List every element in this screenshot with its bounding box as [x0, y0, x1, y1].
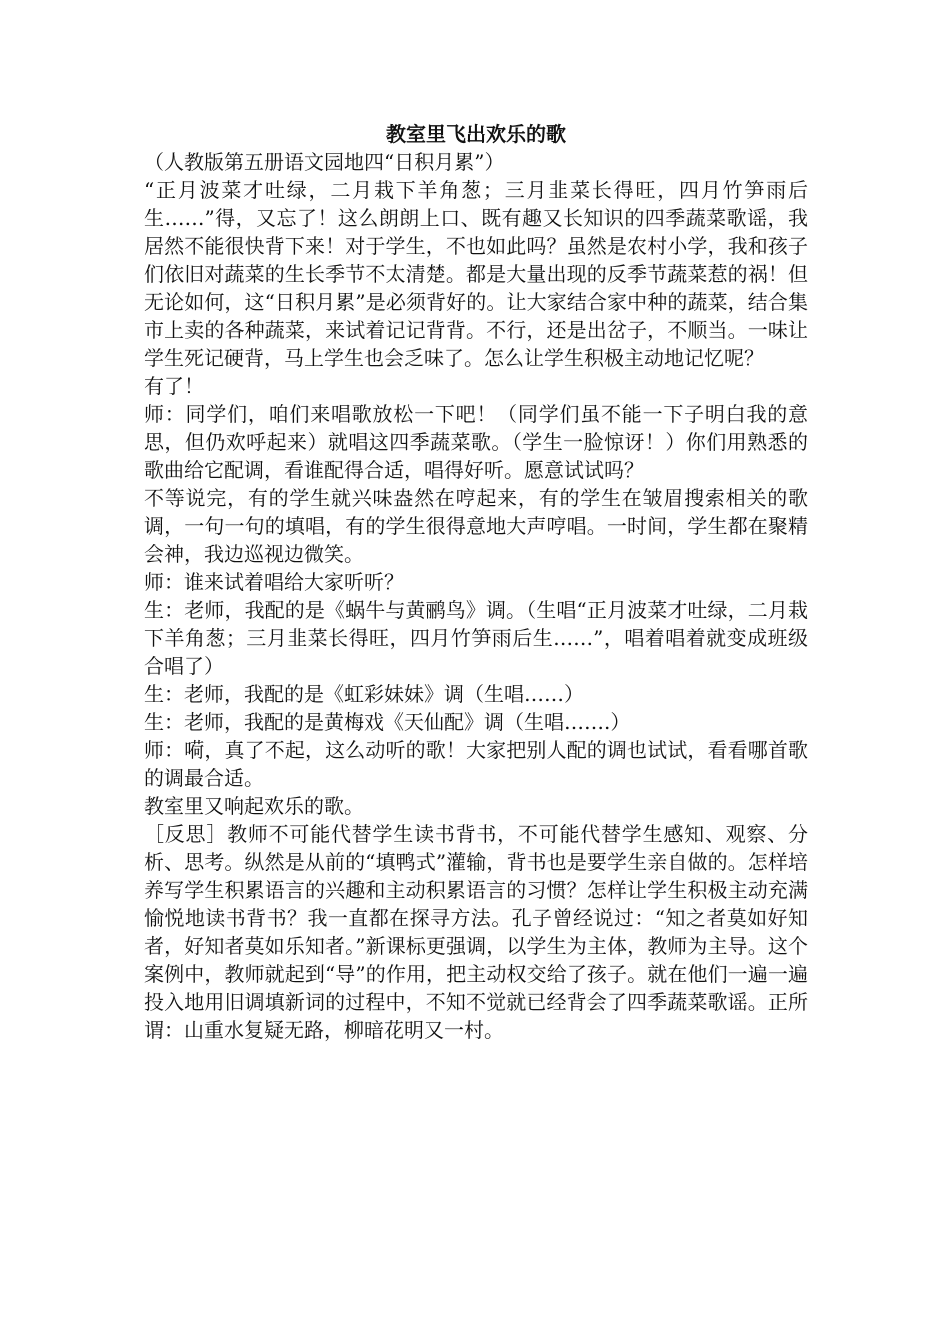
subtitle-paragraph: （人教版第五册语文园地四“日积月累”）	[144, 150, 505, 174]
reflection-paragraph: ［反思］教师不可能代替学生读书背书，不可能代替学生感知、观察、分析、思考。纵然是从前的“填鸭式”灌输，背书也是要学生亲自做的。怎样培养写学生积累语言的兴趣和主动积累语言的习惯？怎样让学生积极主动充满愉悦地读书背书？我一直都在探寻方法。孔子曾经说过：“知之者莫如好知者，好知者莫如乐知者。”新课标更强调，以学生为主体，教师为主导。这个案例中，教师就起到“导”的作用，把主动权交给了孩子。就在他们一遍一遍投入地用旧调填新词的过程中，不知不觉就已经背会了四季蔬菜歌谣。正所谓：山重水复疑无路，柳暗花明又一村。	[144, 822, 808, 1042]
students-humming-paragraph: 不等说完，有的学生就兴味盎然在哼起来，有的学生在皱眉搜索相关的歌调，一句一句的填唱，有的学生很得意地大声哼唱。一时间，学生都在聚精会神，我边巡视边微笑。	[144, 486, 808, 566]
teacher-prompt-paragraph: 师：同学们，咱们来唱歌放松一下吧！（同学们虽不能一下子明白我的意思，但仍欢呼起来）就唱这四季蔬菜歌。（学生一脸惊讶！）你们用熟悉的歌曲给它配调，看谁配得合适，唱得好听。愿意试试吗？	[144, 402, 808, 482]
teacher-praise-paragraph: 师：嗬，真了不起，这么动听的歌！大家把别人配的调也试试，看看哪首歌的调最合适。	[144, 738, 808, 790]
exclamation-paragraph: 有了！	[144, 374, 204, 398]
student-answer-paragraph-1: 生：老师，我配的是《蜗牛与黄鹂鸟》调。（生唱“正月波菜才吐绿，二月栽下羊角葱；三月韭菜长得旺，四月竹笋雨后生……”，唱着唱着就变成班级合唱了）	[144, 598, 808, 678]
classroom-song-paragraph: 教室里又响起欢乐的歌。	[144, 794, 364, 818]
student-answer-paragraph-2: 生：老师，我配的是《虹彩妹妹》调（生唱……）	[144, 682, 584, 706]
document-title: 教室里飞出欢乐的歌	[386, 122, 566, 146]
document-page	[144, 120, 808, 1044]
student-answer-paragraph-3: 生：老师，我配的是黄梅戏《天仙配》调（生唱…….）	[144, 710, 631, 734]
intro-paragraph: “正月波菜才吐绿，二月栽下羊角葱；三月韭菜长得旺，四月竹笋雨后生……”得，又忘了！这么朗朗上口、既有趣又长知识的四季蔬菜歌谣，我居然不能很快背下来！对于学生，不也如此吗？虽然是农村小学，我和孩子们依旧对蔬菜的生长季节不太清楚。都是大量出现的反季节蔬菜惹的祸！但无论如何，这“日积月累”是必须背好的。让大家结合家中种的蔬菜，结合集市上卖的各种蔬菜，来试着记记背背。不行，还是出岔子，不顺当。一味让学生死记硬背，马上学生也会乏味了。怎么让学生积极主动地记忆呢？	[144, 178, 808, 370]
teacher-question-paragraph: 师：谁来试着唱给大家听听？	[144, 570, 404, 594]
